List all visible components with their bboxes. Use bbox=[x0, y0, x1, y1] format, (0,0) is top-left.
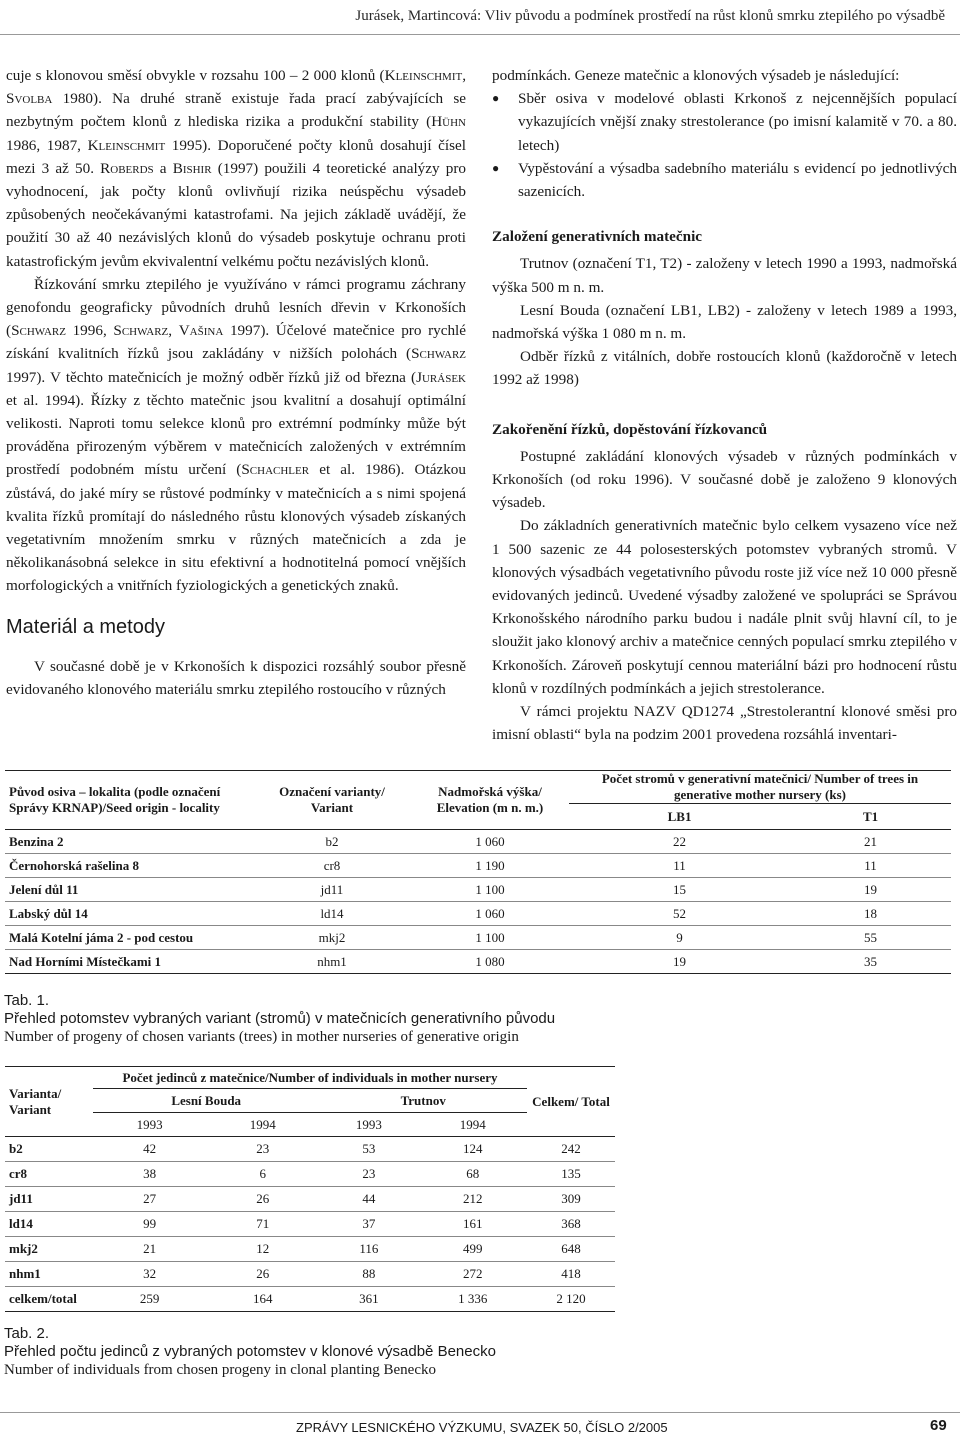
cell-lb1: 11 bbox=[569, 854, 790, 878]
paragraph: Do základních generativních matečnic bylo celkem vysazeno více než 1 500 sazenic ze 44 polosesterských potomstev vybraných stromů. V klonových výsadbách vegetativního původu roste již více než 10 000 přesně evidovaných jedinců. Uvedené výsadby založené ve spolupráci se Správou Krkonošského národního parku budou i nadále plnit svůj hlavní cíl, to je sloužit jako klonový archiv a matečnice cenných populací smrku ztepilého v Krkonoších. Zároveň poskytují cennou materiální bázi pro hodnocení růstu klonů v rozdílných podmínkách a jejich strestolerance. bbox=[492, 517, 957, 697]
cell-value: 37 bbox=[319, 1212, 418, 1237]
cell-t1: 35 bbox=[790, 950, 951, 974]
cell-total: 368 bbox=[527, 1212, 615, 1237]
cell-total: 309 bbox=[527, 1187, 615, 1212]
table-row bbox=[5, 1137, 615, 1162]
caption-english: Number of individuals from chosen progeny in clonal planting Benecko bbox=[4, 1362, 436, 1378]
paragraph: Lesní Bouda (označení LB1, LB2) - založeny v letech 1989 a 1993, nadmořská výška 1 080 m n. m. bbox=[492, 301, 957, 343]
cell-total: 418 bbox=[527, 1262, 615, 1287]
cell-value: 21 bbox=[93, 1237, 206, 1262]
cell-locality: Nad Horními Místečkami 1 bbox=[5, 950, 253, 974]
cell-value: 124 bbox=[418, 1137, 527, 1162]
cell-value: 259 bbox=[93, 1287, 206, 1312]
table-row-total bbox=[5, 1287, 615, 1312]
section-title: Materiál a metody bbox=[6, 615, 165, 638]
cell-t1: 11 bbox=[790, 854, 951, 878]
bullet-item: ● Vypěstování a výsadba sadebního materiálu s evidencí po jednotlivých sazenicích. bbox=[492, 157, 957, 203]
cell-variant: b2 bbox=[253, 830, 411, 854]
footer-rule bbox=[0, 1412, 960, 1413]
caption-czech: Přehled počtu jedinců z vybraných potomstev v klonové výsadbě Benecko bbox=[4, 1343, 496, 1360]
cell-value: 26 bbox=[206, 1187, 319, 1212]
cell-locality: Malá Kotelní jáma 2 - pod cestou bbox=[5, 926, 253, 950]
subheading: Zakořenění řízků, dopěstování řízkovanců bbox=[492, 420, 768, 438]
table-row bbox=[5, 926, 951, 950]
cell-value: 164 bbox=[206, 1287, 319, 1312]
cell-elevation: 1 060 bbox=[411, 902, 569, 926]
table-row bbox=[5, 1262, 615, 1287]
cell-elevation: 1 080 bbox=[411, 950, 569, 974]
table-row bbox=[5, 1162, 615, 1187]
cell-value: 53 bbox=[319, 1137, 418, 1162]
paragraph: V současné době je v Krkonoších k dispozici rozsáhlý soubor přesně evidovaného klonového materiálu smrku ztepilého rostoucího v různých bbox=[6, 657, 466, 699]
column-header-trutnov: Trutnov bbox=[319, 1089, 527, 1113]
column-header-elevation: Nadmořská výška/ Elevation (m n. m.) bbox=[411, 771, 569, 830]
cell-value: 499 bbox=[418, 1237, 527, 1262]
cell-elevation: 1 190 bbox=[411, 854, 569, 878]
caption-label: Tab. 2. bbox=[4, 1325, 50, 1342]
column-header-count: Počet stromů v generativní matečnici/ Number of trees in generative mother nursery (ks) bbox=[569, 771, 951, 804]
cell-value: 23 bbox=[206, 1137, 319, 1162]
cell-variant: celkem/total bbox=[5, 1287, 93, 1312]
caption-czech: Přehled potomstev vybraných variant (stromů) v matečnicích generativního původu bbox=[4, 1010, 556, 1027]
cell-value: 116 bbox=[319, 1237, 418, 1262]
paragraph: podmínkách. Geneze matečnic a klonových výsadeb je následující: bbox=[492, 67, 900, 84]
cell-t1: 19 bbox=[790, 878, 951, 902]
page-number: 69 bbox=[930, 1417, 947, 1434]
cell-variant: cr8 bbox=[5, 1162, 93, 1187]
cell-value: 71 bbox=[206, 1212, 319, 1237]
cell-value: 27 bbox=[93, 1187, 206, 1212]
cell-variant: nhm1 bbox=[253, 950, 411, 974]
cell-variant: mkj2 bbox=[253, 926, 411, 950]
table-2 bbox=[5, 1066, 615, 1312]
right-column bbox=[492, 64, 957, 746]
table-row bbox=[5, 830, 951, 854]
column-header-variant: Označení varianty/ Variant bbox=[253, 771, 411, 830]
cell-t1: 21 bbox=[790, 830, 951, 854]
column-header-year: 1993 bbox=[136, 1116, 163, 1132]
cell-locality: Benzina 2 bbox=[5, 830, 253, 854]
bullet-item: ● Sběr osiva v modelové oblasti Krkonoš z nejcennějších populací vykazujících vnější znaky strestolerance (po imisní kalamitě v 70. a 80. letech) bbox=[492, 87, 957, 157]
table-row bbox=[5, 950, 951, 974]
column-header-origin: Původ osiva – lokalita (podle označení Správy KRNAP)/Seed origin - locality bbox=[5, 771, 253, 830]
cell-lb1: 15 bbox=[569, 878, 790, 902]
cell-lb1: 52 bbox=[569, 902, 790, 926]
cell-locality: Labský důl 14 bbox=[5, 902, 253, 926]
table-row bbox=[5, 1212, 615, 1237]
cell-lb1: 9 bbox=[569, 926, 790, 950]
caption-label: Tab. 1. bbox=[4, 992, 50, 1009]
table-row bbox=[5, 878, 951, 902]
cell-lb1: 19 bbox=[569, 950, 790, 974]
column-header-year: 1994 bbox=[459, 1116, 486, 1132]
cell-variant: jd11 bbox=[253, 878, 411, 902]
cell-value: 12 bbox=[206, 1237, 319, 1262]
cell-variant: jd11 bbox=[5, 1187, 93, 1212]
column-header-count: Počet jedinců z matečnice/Number of individuals in mother nursery bbox=[93, 1067, 527, 1089]
cell-variant: ld14 bbox=[253, 902, 411, 926]
cell-value: 272 bbox=[418, 1262, 527, 1287]
table-row bbox=[5, 1237, 615, 1262]
cell-elevation: 1 100 bbox=[411, 878, 569, 902]
paragraph: cuje s klonovou směsí obvykle v rozsahu 100 – 2 000 klonů (Kleinschmit, Svolba 1980). Na druhé straně existuje řada prací zabývajících se nezbytným počtem klonů z hlediska rizika a produkční stability (Hühn 1986, 1987, Kleinschmit 1995). Doporučené počty klonů dosahují čísel mezi 3 až 50. Roberds a Bishir (1997) použili 4 teoretické analýzy pro vyhodnocení, jak počty klonů ovlivňují rizika neúspěchu výsadeb způsobených neočekávanými katastrofami. Na jejich základě uvádějí, že použití 30 až 40 nezávislých klonů do výsadeb poskytuje ochranu proti katastrofickým jevům ekvivalentní velkému počtu nezávislých klonů. bbox=[6, 67, 466, 270]
table-1-caption bbox=[4, 992, 555, 1046]
left-column bbox=[6, 64, 466, 701]
table-2-caption bbox=[4, 1325, 496, 1379]
table-row bbox=[5, 1187, 615, 1212]
cell-value: 99 bbox=[93, 1212, 206, 1237]
cell-variant: b2 bbox=[5, 1137, 93, 1162]
paragraph: Odběr řízků z vitálních, dobře rostoucích klonů (každoročně v letech 1992 až 1998) bbox=[492, 348, 957, 389]
cell-value: 32 bbox=[93, 1262, 206, 1287]
cell-elevation: 1 100 bbox=[411, 926, 569, 950]
cell-value: 6 bbox=[206, 1162, 319, 1187]
cell-total: 2 120 bbox=[527, 1287, 615, 1312]
running-header: Jurásek, Martincová: Vliv původu a podmínek prostředí na růst klonů smrku ztepilého po výsadbě bbox=[355, 8, 945, 24]
cell-locality: Jelení důl 11 bbox=[5, 878, 253, 902]
cell-value: 26 bbox=[206, 1262, 319, 1287]
cell-lb1: 22 bbox=[569, 830, 790, 854]
cell-value: 38 bbox=[93, 1162, 206, 1187]
cell-value: 88 bbox=[319, 1262, 418, 1287]
table-row bbox=[5, 854, 951, 878]
cell-value: 44 bbox=[319, 1187, 418, 1212]
column-header-t1: T1 bbox=[790, 804, 951, 830]
cell-total: 648 bbox=[527, 1237, 615, 1262]
cell-total: 135 bbox=[527, 1162, 615, 1187]
cell-value: 42 bbox=[93, 1137, 206, 1162]
column-header-variant: Varianta/ Variant bbox=[5, 1067, 93, 1137]
cell-variant: cr8 bbox=[253, 854, 411, 878]
caption-english: Number of progeny of chosen variants (trees) in mother nurseries of generative origin bbox=[4, 1029, 519, 1045]
column-header-year: 1994 bbox=[249, 1116, 276, 1132]
paragraph: Trutnov (označení T1, T2) - založeny v letech 1990 a 1993, nadmořská výška 500 m n. m. bbox=[492, 255, 957, 296]
cell-elevation: 1 060 bbox=[411, 830, 569, 854]
column-header-lesni-bouda: Lesní Bouda bbox=[93, 1089, 319, 1113]
table-1 bbox=[5, 770, 951, 974]
cell-t1: 18 bbox=[790, 902, 951, 926]
subheading: Založení generativních matečnic bbox=[492, 228, 703, 246]
cell-value: 1 336 bbox=[418, 1287, 527, 1312]
column-header-lb1: LB1 bbox=[569, 804, 790, 830]
paragraph: V rámci projektu NAZV QD1274 „Strestolerantní klonové směsi pro imisní oblasti“ byla na podzim 2001 provedena rozsáhlá inventari- bbox=[492, 703, 957, 744]
header-rule bbox=[0, 34, 960, 35]
cell-value: 212 bbox=[418, 1187, 527, 1212]
cell-variant: mkj2 bbox=[5, 1237, 93, 1262]
cell-variant: ld14 bbox=[5, 1212, 93, 1237]
table-row bbox=[5, 902, 951, 926]
cell-value: 161 bbox=[418, 1212, 527, 1237]
paragraph: Řízkování smrku ztepilého je využíváno v rámci programu záchrany genofondu geograficky původních druhů lesních dřevin v Krkonoších (Schwarz 1996, Schwarz, Vašina 1997). Účelové matečnice pro rychlé získání kvalitních řízků jsou zakládány v nižších polohách (Schwarz 1997). V těchto matečnicích je možný odběr řízků již od března (Jurásek et al. 1994). Řízky z těchto matečnic jsou kvalitní a dosahují optimální velikosti. Naproti tomu selekce klonů pro extrémní podmínky může být prováděna přirozeným výběrem v matečnicích založených v extrémním prostředí podobném místu určení (Schachler et al. 1986). Otázkou zůstává, do jaké míry se růstové podmínky v matečnicích a s nimi spojená kvalita řízků promítají do následného růstu klonových výsadeb získaných vegetativním množením smrku v různých matečnicích a zda je několikanásobná selekce in situ efektivní a hodnotitelná pomocí vnějších morfologických a vnitřních fyziologických a genetických znaků. bbox=[6, 275, 467, 595]
cell-value: 361 bbox=[319, 1287, 418, 1312]
cell-value: 68 bbox=[418, 1162, 527, 1187]
cell-t1: 55 bbox=[790, 926, 951, 950]
cell-total: 242 bbox=[527, 1137, 615, 1162]
column-header-total: Celkem/ Total bbox=[527, 1067, 615, 1137]
cell-locality: Černohorská rašelina 8 bbox=[5, 854, 253, 878]
cell-value: 23 bbox=[319, 1162, 418, 1187]
cell-variant: nhm1 bbox=[5, 1262, 93, 1287]
paragraph: Postupné zakládání klonových výsadeb v různých podmínkách v Krkonoších (od roku 1996). V současné době je založeno 9 klonových výsadeb. bbox=[492, 447, 957, 512]
journal-footer: ZPRÁVY LESNICKÉHO VÝZKUMU, SVAZEK 50, ČÍSLO 2/2005 bbox=[296, 1420, 668, 1435]
column-header-year: 1993 bbox=[355, 1116, 382, 1132]
